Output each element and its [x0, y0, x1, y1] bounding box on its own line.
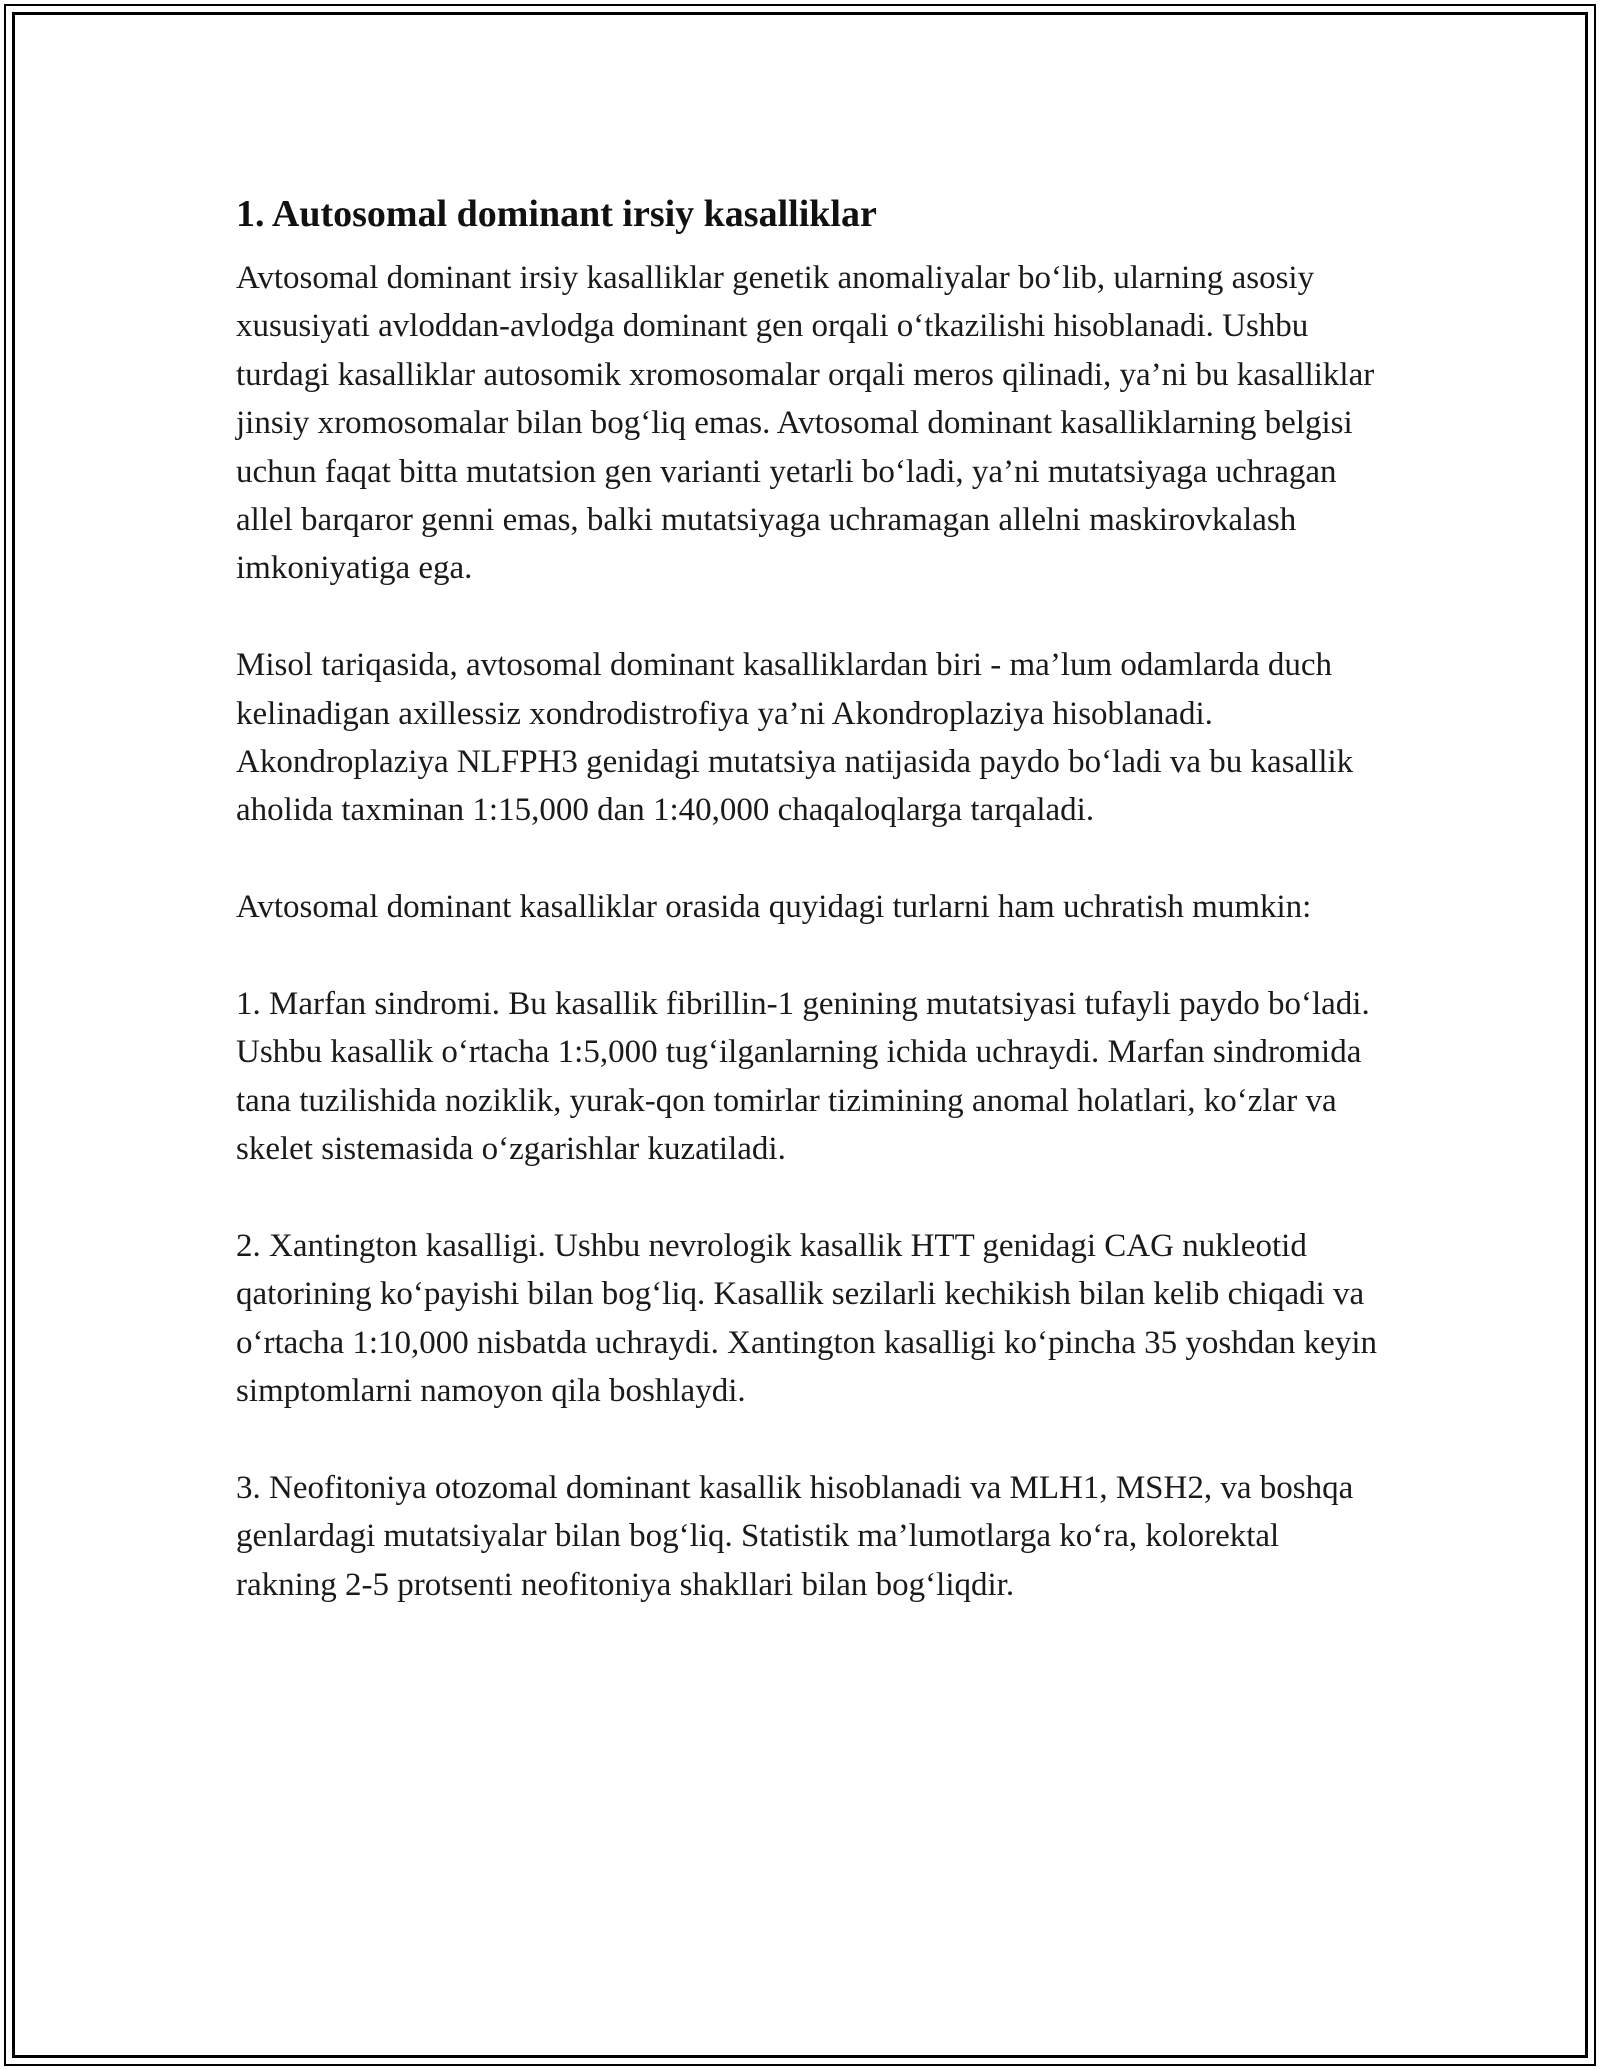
paragraph-types-intro: Avtosomal dominant kasalliklar orasida quyidagi turlarni ham uchratish mumkin: — [236, 889, 1312, 926]
document-body — [236, 188, 1386, 1658]
paragraph-example: Misol tariqasida, avtosomal dominant kasalliklardan biri - ma’lum odamlarda duch kelinadigan axillessiz xondrodistrofiya ya’ni Akondroplaziya hisoblanadi. Akondroplaziya NLFPH3 genidagi mutatsiya natijasida paydo bo‘ladi va bu kasallik aholida taxminan 1:15,000 dan 1:40,000 chaqaloqlarga tarqaladi. — [236, 647, 1354, 829]
paragraph-neofitoniya: 3. Neofitoniya otozomal dominant kasallik hisoblanadi va MLH1, MSH2, va boshqa genlardagi mutatsiyalar bilan bog‘liq. Statistik ma’lumotlarga ko‘ra, kolorektal rakning 2-5 protsenti neofitoniya shakllari bilan bog‘liqdir. — [236, 1470, 1354, 1603]
paragraph-huntington: 2. Xantington kasalligi. Ushbu nevrologik kasallik HTT genidagi CAG nukleotid qatorining ko‘payishi bilan bog‘liq. Kasallik sezilarli kechikish bilan kelib chiqadi va o‘rtacha 1:10,000 nisbatda uchraydi. Xantington kasalligi ko‘pincha 35 yoshdan keyin simptomlarni namoyon qila boshlaydi. — [236, 1228, 1377, 1410]
section-heading: 1. Autosomal dominant irsiy kasalliklar — [236, 193, 877, 235]
paragraph-intro: Avtosomal dominant irsiy kasalliklar genetik anomaliyalar bo‘lib, ularning asosiy xususiyati avloddan-avlodga dominant gen orqali o‘tkazilishi hisoblanadi. Ushbu turdagi kasalliklar autosomik xromosomalar orqali meros qilinadi, ya’ni bu kasalliklar jinsiy xromosomalar bilan bog‘liq emas. Avtosomal dominant kasalliklarning belgisi uchun faqat bitta mutatsion gen varianti yetarli bo‘ladi, ya’ni mutatsiyaga uchragan allel barqaror genni emas, balki mutatsiyaga uchramagan allelni maskirovkalash imkoniyatiga ega. — [236, 260, 1375, 587]
paragraph-marfan: 1. Marfan sindromi. Bu kasallik fibrillin-1 genining mutatsiyasi tufayli paydo bo‘ladi. Ushbu kasallik o‘rtacha 1:5,000 tug‘ilganlarning ichida uchraydi. Marfan sindromida tana tuzilishida noziklik, yurak-qon tomirlar tizimining anomal holatlari, ko‘zlar va skelet sistemasida o‘zgarishlar kuzatiladi. — [236, 986, 1370, 1168]
